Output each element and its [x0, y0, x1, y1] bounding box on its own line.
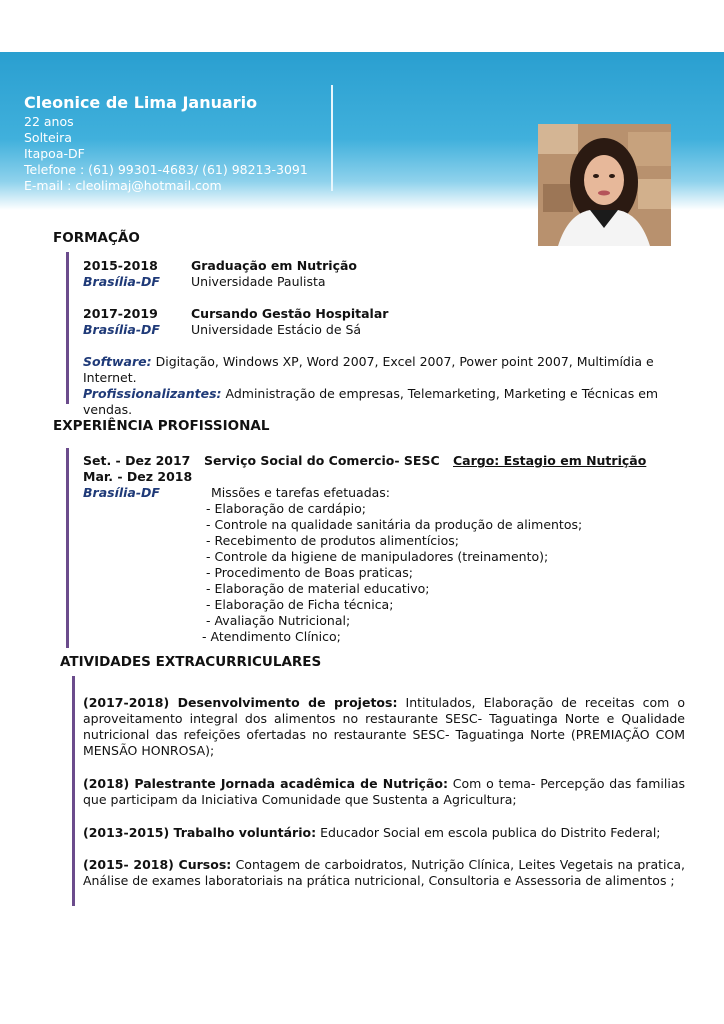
formacao-period-1: 2015-2018 [83, 258, 158, 273]
formacao-accent-bar [66, 252, 69, 404]
city: Itapoa-DF [24, 146, 85, 161]
task-item: - Elaboração de Ficha técnica; [206, 597, 394, 612]
task-item: - Controle da higiene de manipuladores (treinamento); [206, 549, 549, 564]
atividade-item [83, 825, 685, 841]
software-text-2: Internet. [83, 370, 137, 385]
email: E-mail : cleolimaj@hotmail.com [24, 178, 222, 193]
atividade-text: Intitulados, Elaboração de receitas com o aproveitamento integral dos alimentos no restaurante SESC- Taguatinga Norte e Qualidade nutricional das refeições ofertadas no restaurante SESC- Taguatinga Norte (PREMIAÇÃO COM MENSÃO HONROSA); [83, 695, 685, 758]
tasks-title: Missões e tarefas efetuadas: [211, 485, 391, 500]
atividade-text: Contagem de carboidratos, Nutrição Clínica, Leites Vegetais na pratica, Análise de exames laboratoriais na prática nutricional, Consultoria e Assessoria de alimentos ; [83, 857, 685, 888]
formacao-period-2: 2017-2019 [83, 306, 158, 321]
task-item: - Controle na qualidade sanitária da produção de alimentos; [206, 517, 583, 532]
profissionalizantes-label: Profissionalizantes: [83, 386, 222, 401]
experiencia-period-1: Set. - Dez 2017 [83, 453, 191, 468]
atividade-lead: (2015- 2018) Cursos: [83, 857, 232, 872]
atividades-accent-bar [72, 676, 75, 906]
atividade-lead: (2013-2015) Trabalho voluntário: [83, 825, 317, 840]
section-formacao-title: FORMAÇÃO [53, 230, 140, 246]
task-item: - Avaliação Nutricional; [206, 613, 351, 628]
header-divider [331, 85, 333, 191]
software-label: Software: [83, 354, 152, 369]
experiencia-period-2: Mar. - Dez 2018 [83, 469, 193, 484]
formacao-course-1: Graduação em Nutrição [191, 258, 357, 273]
formacao-course-2: Cursando Gestão Hospitalar [191, 306, 389, 321]
atividade-lead: (2018) Palestrante Jornada acadêmica de Nutrição: [83, 776, 448, 791]
atividade-item [83, 695, 685, 759]
atividade-lead: (2017-2018) Desenvolvimento de projetos: [83, 695, 398, 710]
formacao-institution-1: Universidade Paulista [191, 274, 326, 289]
atividade-item [83, 776, 685, 808]
experiencia-accent-bar [66, 448, 69, 648]
profissionalizantes-line [83, 386, 693, 418]
phone: Telefone : (61) 99301-4683/ (61) 98213-3091 [24, 162, 308, 177]
formacao-place-2: Brasília-DF [83, 322, 160, 337]
contact-block [24, 93, 308, 194]
task-item: - Elaboração de cardápio; [206, 501, 366, 516]
candidate-name: Cleonice de Lima Januario [24, 93, 258, 112]
atividade-item [83, 857, 685, 889]
section-experiencia-title: EXPERIÊNCIA PROFISSIONAL [53, 418, 270, 434]
experiencia-role: Cargo: Estagio em Nutrição [453, 453, 647, 468]
profile-photo [538, 124, 671, 246]
task-item: - Recebimento de produtos alimentícios; [206, 533, 460, 548]
atividade-text: Com o tema- Percepção das familias que participam da Iniciativa Comunidade que Sustenta a Agricultura; [83, 776, 685, 807]
experiencia-company: Serviço Social do Comercio- SESC [204, 453, 440, 468]
section-atividades-title: ATIVIDADES EXTRACURRICULARES [60, 654, 322, 670]
task-item: - Atendimento Clínico; [202, 629, 341, 644]
profissionalizantes-text: Administração de empresas, Telemarketing, Marketing e Técnicas em vendas. [83, 386, 659, 417]
software-text: Digitação, Windows XP, Word 2007, Excel 2007, Power point 2007, Multimídia e [155, 354, 654, 369]
atividade-text: Educador Social em escola publica do Distrito Federal; [320, 825, 661, 840]
task-item: - Procedimento de Boas praticas; [206, 565, 413, 580]
candidate-age: 22 anos [24, 114, 74, 129]
experiencia-place: Brasília-DF [83, 485, 160, 500]
software-line [83, 354, 683, 370]
formacao-place-1: Brasília-DF [83, 274, 160, 289]
marital-status: Solteira [24, 130, 72, 145]
task-item: - Elaboração de material educativo; [206, 581, 430, 596]
formacao-institution-2: Universidade Estácio de Sá [191, 322, 362, 337]
